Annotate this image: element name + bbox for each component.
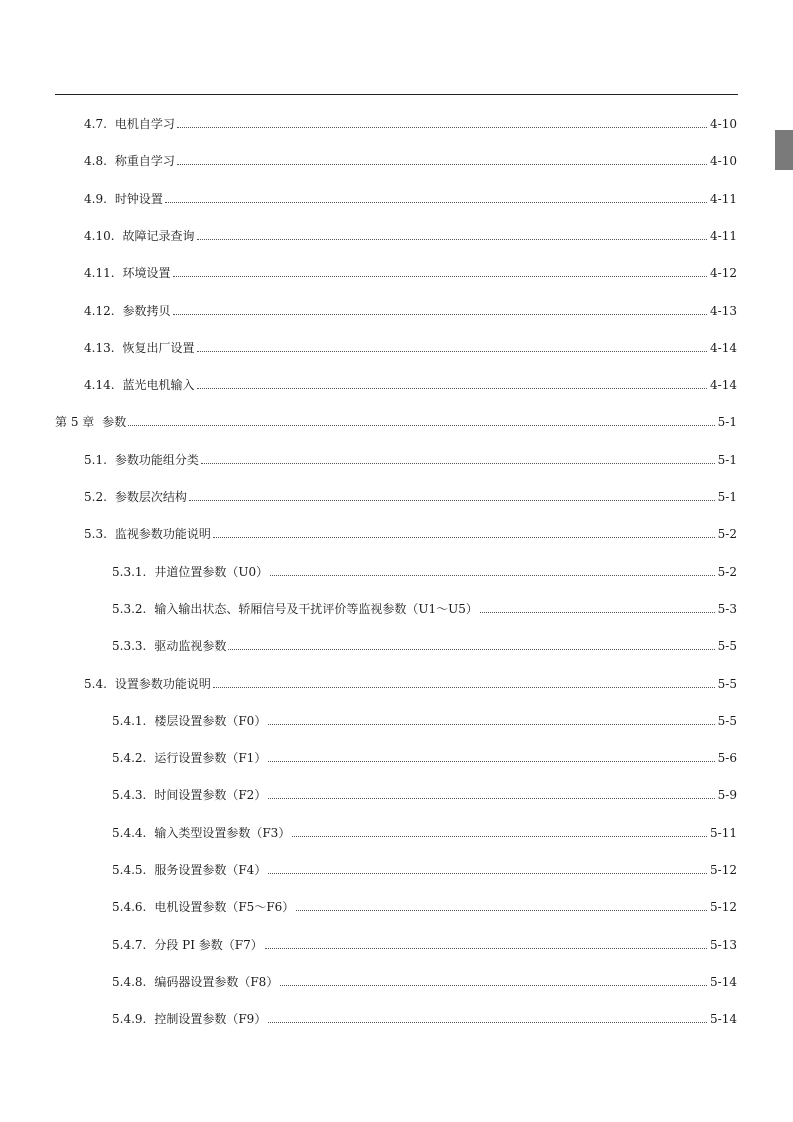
toc-dot-leader (128, 425, 714, 426)
toc-entry[interactable] (112, 859, 737, 877)
toc-entry-number: 5.4.4. (112, 826, 147, 840)
toc-entry-title: 输入类型设置参数（F3） (154, 826, 291, 840)
toc-dot-leader (213, 687, 715, 688)
toc-dot-leader (197, 351, 707, 352)
toc-dot-leader (296, 910, 707, 911)
toc-entry-title: 楼层设置参数（F0） (154, 714, 267, 728)
toc-entry-page: 4-13 (710, 304, 737, 318)
toc-entry-page: 5-11 (710, 826, 737, 840)
toc-entry[interactable] (84, 225, 737, 243)
toc-dot-leader (197, 239, 707, 240)
toc-dot-leader (292, 836, 707, 837)
toc-entry[interactable] (84, 374, 737, 392)
toc-dot-leader (177, 164, 707, 165)
toc-entry-title: 编码器设置参数（F8） (154, 975, 279, 989)
toc-entry-number: 5.1. (84, 453, 107, 467)
toc-entry-page: 4-11 (710, 229, 737, 243)
toc-entry-number: 5.4.3. (112, 788, 147, 802)
toc-entry-title: 电机设置参数（F5～F6） (154, 900, 295, 914)
toc-entry-number: 5.2. (84, 490, 107, 504)
toc-entry-page: 5-12 (710, 900, 737, 914)
toc-entry-page: 5-1 (717, 415, 737, 429)
toc-entry-page: 5-12 (710, 863, 737, 877)
toc-entry[interactable] (84, 673, 737, 691)
toc-entry-number: 5.4.8. (112, 975, 147, 989)
toc-entry-number: 5.4.9. (112, 1012, 147, 1026)
toc-dot-leader (213, 537, 715, 538)
toc-entry[interactable] (112, 896, 737, 914)
toc-entry-title: 参数功能组分类 (114, 453, 199, 467)
toc-entry-page: 4-12 (710, 266, 737, 280)
toc-entry-number: 5.3.3. (112, 639, 147, 653)
toc-entry-title: 驱动监视参数 (154, 639, 227, 653)
toc-entry-title: 服务设置参数（F4） (154, 863, 267, 877)
toc-entry-page: 5-1 (717, 453, 737, 467)
toc-entry-page: 5-14 (710, 975, 737, 989)
toc-dot-leader (270, 575, 715, 576)
toc-entry-number: 5.3.1. (112, 565, 147, 579)
toc-dot-leader (228, 649, 714, 650)
toc-dot-leader (173, 314, 707, 315)
toc-entry-title: 蓝光电机输入 (122, 378, 195, 392)
toc-entry-title: 输入输出状态、轿厢信号及干扰评价等监视参数（U1～U5） (154, 602, 478, 616)
toc-entry-number: 5.4.6. (112, 900, 147, 914)
toc-entry-page: 5-1 (717, 490, 737, 504)
toc-entry[interactable] (112, 635, 737, 653)
toc-entry[interactable] (84, 150, 737, 168)
toc-entry-page: 5-14 (710, 1012, 737, 1026)
toc-entry[interactable] (84, 262, 737, 280)
toc-entry[interactable] (112, 747, 737, 765)
toc-entry-title: 参数层次结构 (114, 490, 187, 504)
toc-entry-title: 恢复出厂设置 (122, 341, 195, 355)
toc-entry[interactable] (84, 300, 737, 318)
toc-entry[interactable] (84, 113, 737, 131)
toc-entry-title: 设置参数功能说明 (114, 677, 211, 691)
toc-dot-leader (173, 276, 707, 277)
toc-entry-title: 井道位置参数（U0） (154, 565, 269, 579)
toc-entry-title: 分段 PI 参数（F7） (154, 938, 263, 952)
toc-entry[interactable] (55, 411, 737, 429)
toc-dot-leader (268, 873, 707, 874)
toc-entry[interactable] (112, 561, 737, 579)
toc-entry-page: 5-2 (717, 565, 737, 579)
toc-entry-number: 5.3.2. (112, 602, 147, 616)
toc-entry-title: 监视参数功能说明 (114, 527, 211, 541)
toc-entry-page: 5-9 (717, 788, 737, 802)
toc-entry-number: 5.3. (84, 527, 107, 541)
toc-entry[interactable] (112, 971, 737, 989)
toc-entry-title: 故障记录查询 (122, 229, 195, 243)
toc-entry-number: 4.12. (84, 304, 115, 318)
toc-entry[interactable] (112, 934, 737, 952)
toc-entry-number: 4.10. (84, 229, 115, 243)
toc-entry-page: 4-11 (710, 192, 737, 206)
toc-entry-number: 4.14. (84, 378, 115, 392)
toc-dot-leader (480, 612, 715, 613)
toc-entry-page: 4-10 (710, 117, 737, 131)
toc-entry-number: 4.8. (84, 154, 107, 168)
toc-entry-page: 4-14 (710, 378, 737, 392)
toc-entry-number: 4.7. (84, 117, 107, 131)
toc-entry-page: 5-3 (717, 602, 737, 616)
toc-entry-number: 5.4.2. (112, 751, 147, 765)
toc-dot-leader (165, 202, 707, 203)
toc-dot-leader (197, 388, 707, 389)
toc-dot-leader (268, 761, 714, 762)
toc-entry[interactable] (112, 784, 737, 802)
toc-entry-title: 运行设置参数（F1） (154, 751, 267, 765)
toc-dot-leader (177, 127, 707, 128)
toc-entry-number: 5.4. (84, 677, 107, 691)
toc-entry-number: 4.11. (84, 266, 115, 280)
toc-entry[interactable] (112, 598, 737, 616)
toc-entry[interactable] (112, 710, 737, 728)
toc-dot-leader (268, 724, 714, 725)
toc-entry-number: 第 5 章 (55, 415, 95, 429)
toc-entry-number: 5.4.7. (112, 938, 147, 952)
toc-entry[interactable] (84, 188, 737, 206)
toc-entry[interactable] (84, 337, 737, 355)
toc-entry[interactable] (84, 449, 737, 467)
toc-entry-title: 环境设置 (122, 266, 171, 280)
toc-entry-number: 4.13. (84, 341, 115, 355)
toc-entry-page: 5-5 (717, 677, 737, 691)
toc-entry-page: 5-2 (717, 527, 737, 541)
toc-entry-title: 称重自学习 (114, 154, 175, 168)
toc-entry-page: 4-14 (710, 341, 737, 355)
toc-entry-title: 参数拷贝 (122, 304, 171, 318)
toc-dot-leader (280, 985, 707, 986)
toc-entry-title: 控制设置参数（F9） (154, 1012, 267, 1026)
toc-entry-number: 4.9. (84, 192, 107, 206)
toc-entry-page: 5-5 (717, 714, 737, 728)
toc-entry[interactable] (84, 486, 737, 504)
toc-entry-number: 5.4.5. (112, 863, 147, 877)
toc-entry-page: 5-5 (717, 639, 737, 653)
toc-dot-leader (268, 798, 714, 799)
toc-entry-title: 参数 (102, 415, 127, 429)
toc-entry-page: 5-6 (717, 751, 737, 765)
toc-entry[interactable] (112, 822, 737, 840)
toc-dot-leader (201, 463, 715, 464)
toc-entry-title: 时间设置参数（F2） (154, 788, 267, 802)
toc-entry-page: 4-10 (710, 154, 737, 168)
toc-entry-number: 5.4.1. (112, 714, 147, 728)
toc-entry[interactable] (84, 523, 737, 541)
toc-entry-page: 5-13 (710, 938, 737, 952)
toc-entry-title: 电机自学习 (114, 117, 175, 131)
toc-entry-title: 时钟设置 (114, 192, 163, 206)
toc-entry[interactable] (112, 1008, 737, 1026)
toc-dot-leader (189, 500, 715, 501)
toc-dot-leader (265, 948, 707, 949)
toc-dot-leader (268, 1022, 707, 1023)
